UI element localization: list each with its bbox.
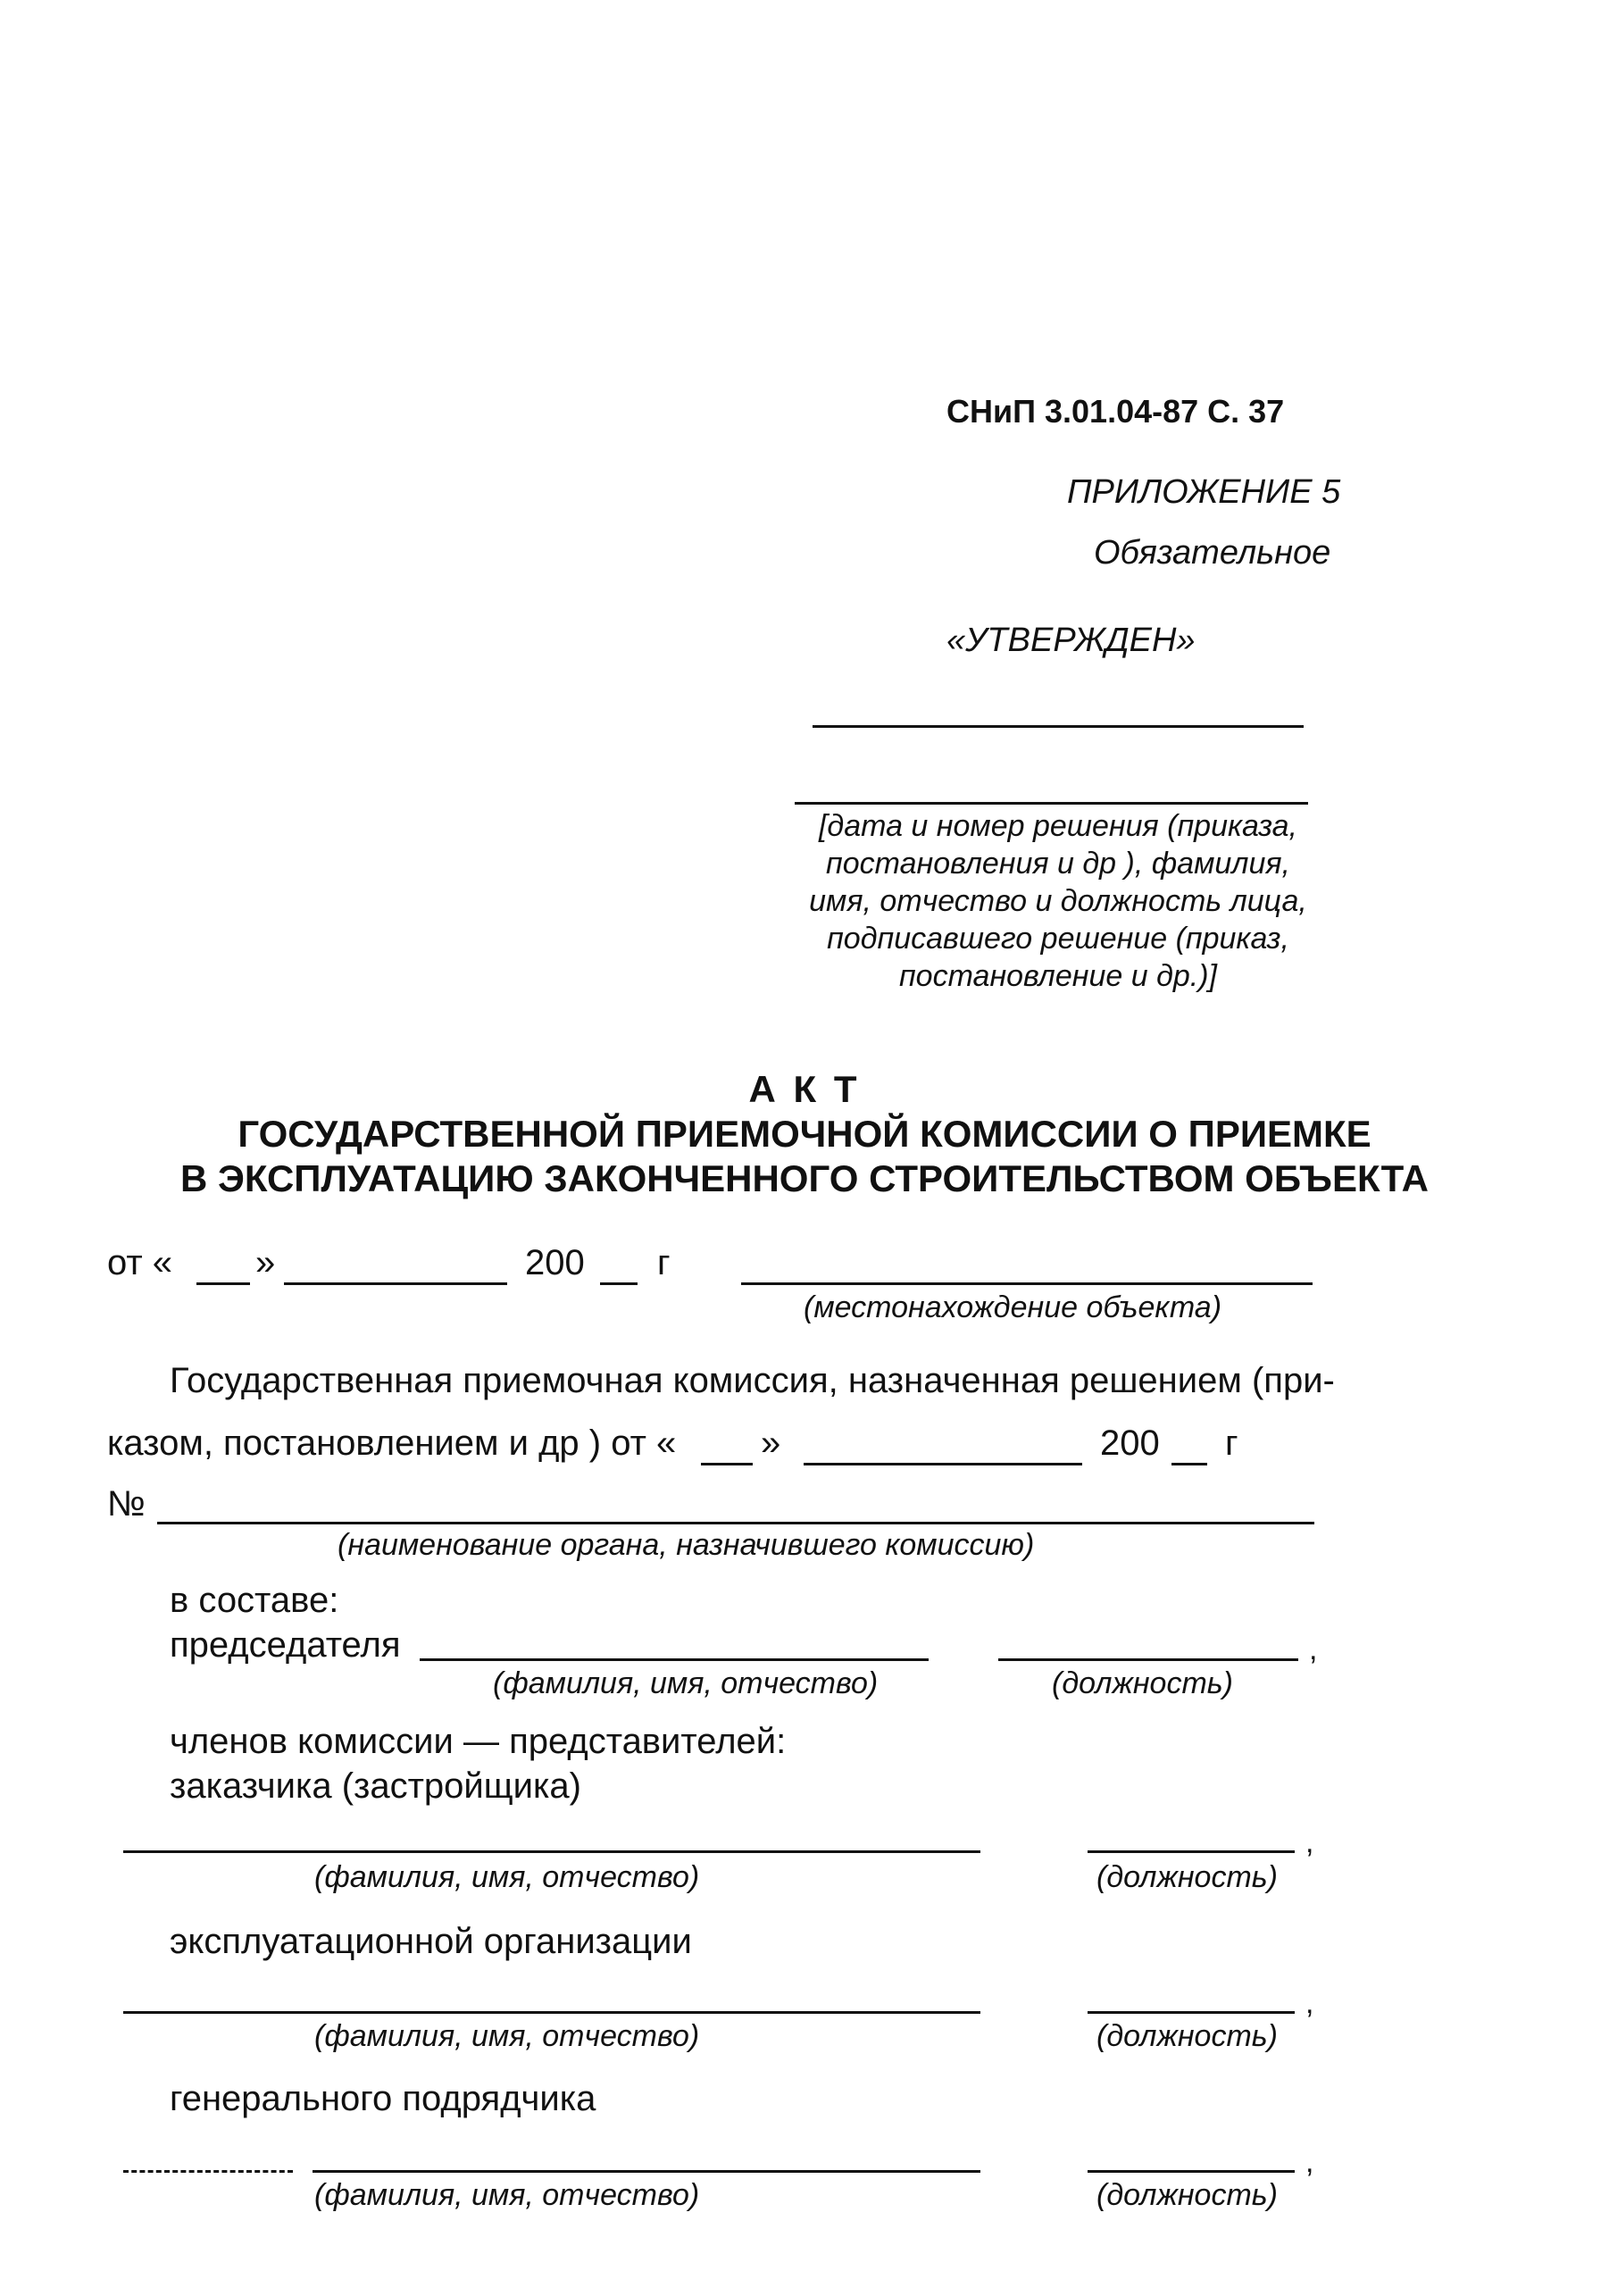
operating-org-label: эксплуатационной организации xyxy=(170,1922,692,1961)
approval-line-1 xyxy=(813,725,1304,728)
commission-day-field[interactable] xyxy=(701,1463,753,1465)
general-contractor-label: генерального подрядчика xyxy=(170,2079,596,2118)
chairman-position-field[interactable] xyxy=(998,1658,1298,1661)
mandatory-label: Обязательное xyxy=(1094,534,1331,572)
contractor-comma: , xyxy=(1305,2145,1314,2179)
customer-label: заказчика (застройщика) xyxy=(170,1766,581,1806)
contractor-position-field[interactable] xyxy=(1088,2170,1295,2173)
chairman-comma: , xyxy=(1309,1632,1318,1666)
chairman-label: председателя xyxy=(170,1625,401,1665)
chairman-fio-field[interactable] xyxy=(420,1658,929,1661)
customer-position-caption: (должность) xyxy=(1096,1860,1278,1894)
approval-note-line: постановления и др ), фамилия, xyxy=(826,847,1290,881)
approval-note-line: [дата и номер решения (приказа, xyxy=(818,809,1297,843)
date-year: 200 xyxy=(525,1243,585,1282)
organ-field[interactable] xyxy=(157,1522,1314,1524)
approval-note-line: имя, отчество и должность лица, xyxy=(809,884,1307,918)
commission-line-1: Государственная приемочная комиссия, назначенная решением (при- xyxy=(170,1361,1335,1400)
approval-note-line: постановление и др.)] xyxy=(898,959,1218,993)
act-title-line2: ГОСУДАРСТВЕННОЙ ПРИЕМОЧНОЙ КОМИССИИ О ПРИЕМКЕ xyxy=(238,1113,1371,1155)
date-g: г xyxy=(657,1243,671,1282)
date-from-label: от « xyxy=(107,1243,173,1282)
appendix-label: ПРИЛОЖЕНИЕ 5 xyxy=(1067,473,1341,511)
date-year-suffix-field[interactable] xyxy=(600,1282,638,1285)
location-field[interactable] xyxy=(741,1282,1313,1285)
approved-label: «УТВЕРЖДЕН» xyxy=(946,622,1196,659)
chairman-fio-caption: (фамилия, имя, отчество) xyxy=(493,1666,879,1700)
operating-fio-caption: (фамилия, имя, отчество) xyxy=(314,2019,700,2053)
approval-note-line: подписавшего решение (приказ, xyxy=(827,922,1289,956)
date-close-quote: » xyxy=(255,1243,276,1282)
commission-close-quote: » xyxy=(761,1424,781,1463)
contractor-fio-field[interactable] xyxy=(313,2170,980,2173)
commission-line-2-start: казом, постановлением и др ) от « xyxy=(107,1424,677,1463)
customer-position-field[interactable] xyxy=(1088,1850,1295,1853)
commission-year: 200 xyxy=(1100,1424,1160,1463)
commission-month-field[interactable] xyxy=(804,1463,1082,1465)
act-title xyxy=(0,1067,1609,1201)
commission-g: г xyxy=(1225,1424,1238,1463)
customer-fio-field[interactable] xyxy=(123,1850,980,1853)
approval-line-2 xyxy=(795,802,1308,805)
approval-note xyxy=(795,807,1321,995)
act-title-line1: А К Т xyxy=(748,1068,861,1110)
commission-year-suffix-field[interactable] xyxy=(1171,1463,1207,1465)
composition-label: в составе: xyxy=(170,1581,339,1620)
date-day-field[interactable] xyxy=(196,1282,250,1285)
contractor-fio-field-prefix[interactable] xyxy=(123,2170,293,2173)
operating-fio-field[interactable] xyxy=(123,2011,980,2014)
document-code: СНиП 3.01.04-87 С. 37 xyxy=(946,393,1285,430)
contractor-position-caption: (должность) xyxy=(1096,2178,1278,2212)
act-title-line3: В ЭКСПЛУАТАЦИЮ ЗАКОНЧЕННОГО СТРОИТЕЛЬСТВОМ ОБЪЕКТА xyxy=(180,1157,1429,1199)
members-label: членов комиссии — представителей: xyxy=(170,1722,787,1761)
contractor-fio-caption: (фамилия, имя, отчество) xyxy=(314,2178,700,2212)
customer-fio-caption: (фамилия, имя, отчество) xyxy=(314,1860,700,1894)
operating-position-field[interactable] xyxy=(1088,2011,1295,2014)
operating-position-caption: (должность) xyxy=(1096,2019,1278,2053)
number-sign: № xyxy=(107,1484,146,1524)
operating-comma: , xyxy=(1305,1986,1314,2020)
organ-caption: (наименование органа, назначившего комиссию) xyxy=(338,1528,1035,1562)
chairman-position-caption: (должность) xyxy=(1052,1666,1233,1700)
location-caption: (местонахождение объекта) xyxy=(804,1290,1222,1324)
date-month-field[interactable] xyxy=(284,1282,507,1285)
customer-comma: , xyxy=(1305,1825,1314,1859)
